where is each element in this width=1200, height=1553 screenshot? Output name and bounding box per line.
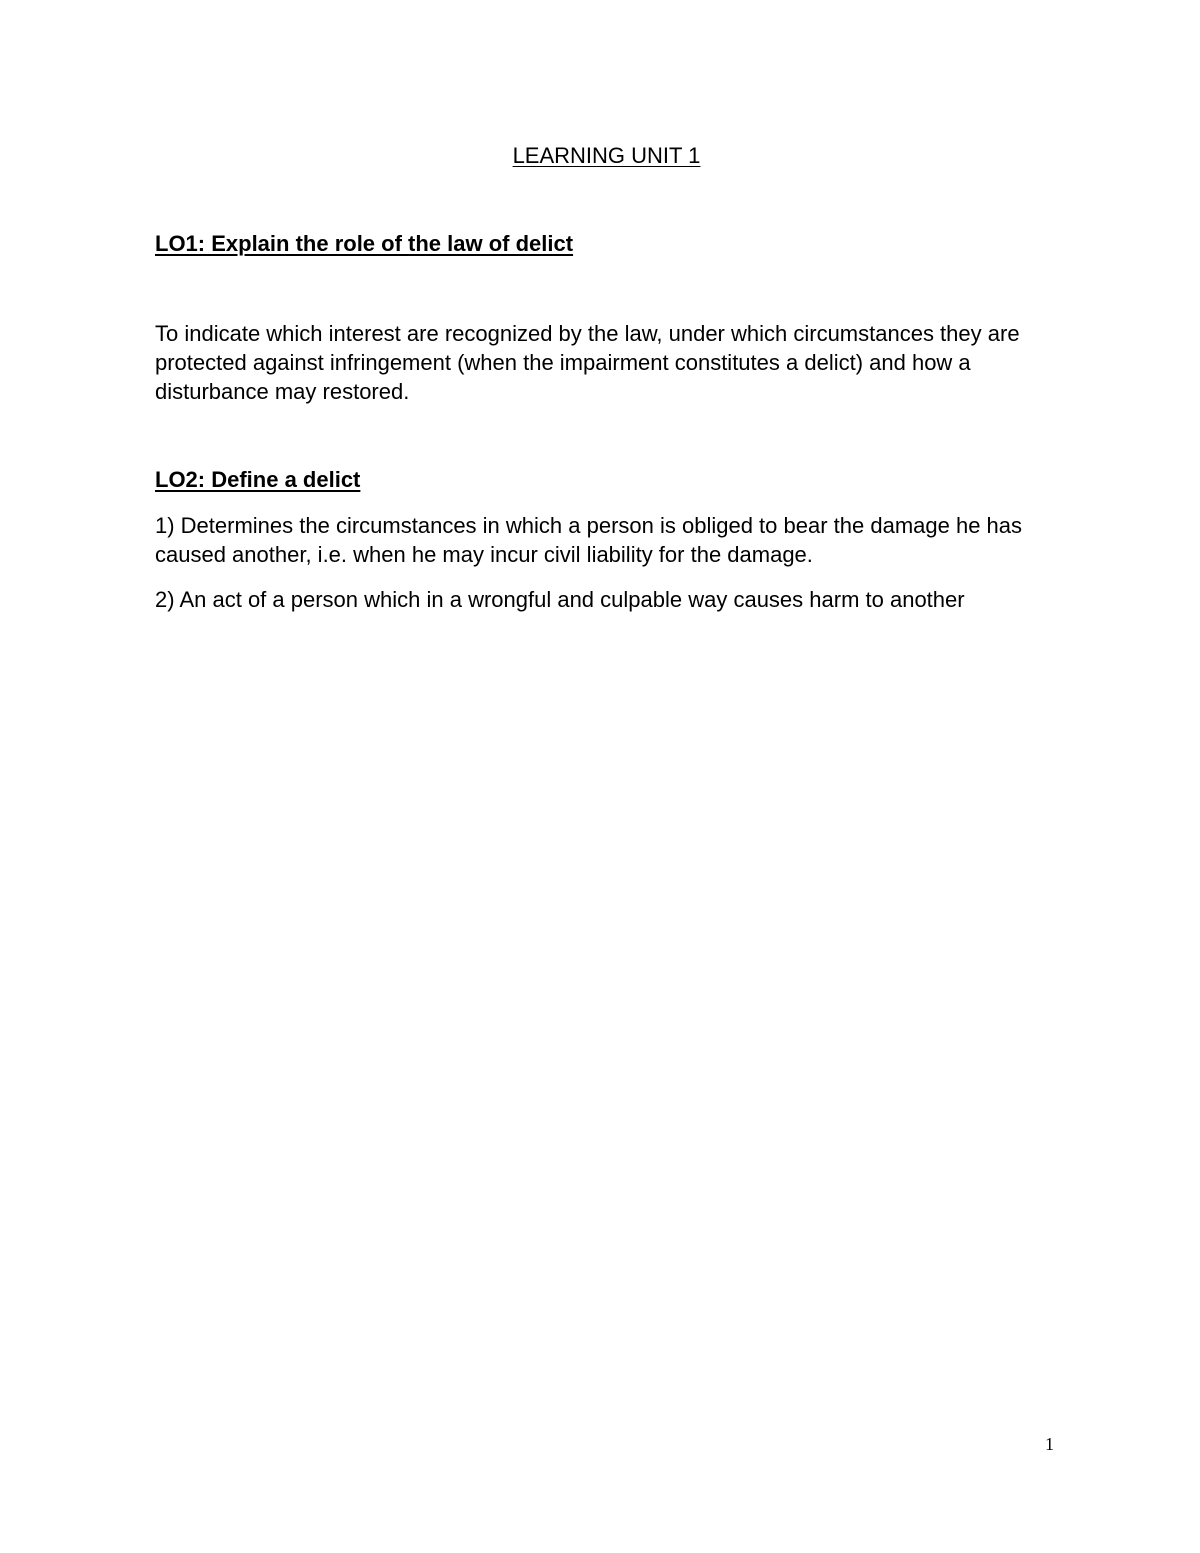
page-number: 1 — [1045, 1434, 1054, 1454]
paragraph-lo2-definition-1: 1) Determines the circumstances in which a person is obliged to bear the damage he has caused another, i.e. when he may incur civil liability for the damage. — [155, 513, 1023, 567]
section-heading-lo1: LO1: Explain the role of the law of delict — [155, 231, 574, 256]
page-title: LEARNING UNIT 1 — [512, 143, 701, 168]
paragraph-lo1-role: To indicate which interest are recognized by the law, under which circumstances they are protected against infringement (when the impairment constitutes a delict) and how a disturbance may restored. — [155, 321, 1020, 404]
paragraph-lo2-definition-2: 2) An act of a person which in a wrongful and culpable way causes harm to another — [155, 587, 965, 612]
section-heading-lo2: LO2: Define a delict — [155, 467, 361, 492]
